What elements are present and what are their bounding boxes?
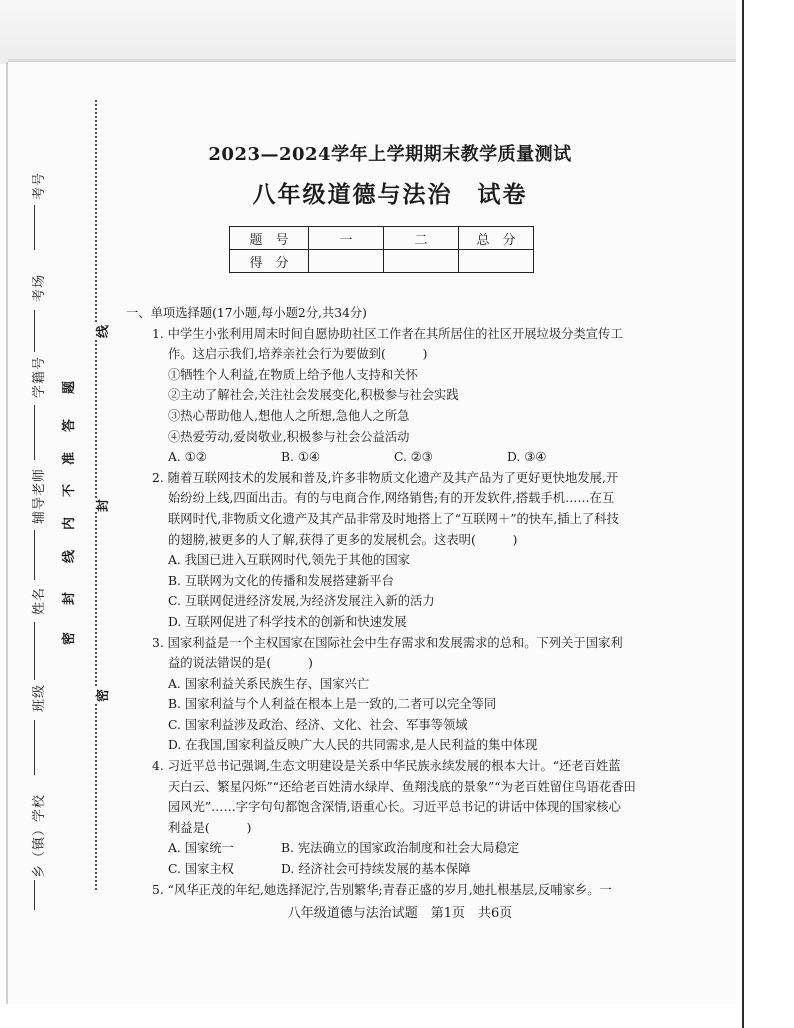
binding-margin — [0, 62, 110, 962]
score-cell: 一 — [309, 227, 384, 250]
question-line: 始纷纷上线,四面出击。有的与电商合作,网络销售;有的开发软件,搭载手机……在互 — [168, 491, 615, 506]
seal-notice-char: 内 — [62, 515, 77, 530]
scan-background-bottom — [0, 1004, 740, 1028]
option[interactable]: A. ①② — [168, 450, 207, 465]
score-input-cell[interactable] — [309, 250, 384, 273]
score-cell: 得 分 — [230, 250, 309, 273]
blank-tutor — [34, 530, 35, 580]
blank-exam-room — [34, 310, 35, 352]
question-line: 1. 中学生小张利用周末时间自愿协助社区工作者在其所居住的社区开展垃圾分类宣传工 — [152, 326, 623, 341]
page-footer: 八年级道德与法治试题 第1页 共6页 — [287, 906, 513, 921]
label-student-id: 学籍号 — [32, 355, 47, 398]
seal-notice-char: 准 — [62, 450, 77, 465]
score-cell: 二 — [384, 227, 459, 250]
blank-student-id — [34, 405, 35, 460]
option[interactable]: A. 国家统一 — [168, 841, 234, 856]
option[interactable]: D. 在我国,国家利益反映广大人民的共同需求,是人民利益的集中体现 — [168, 738, 538, 753]
options-row — [130, 838, 685, 859]
score-table — [229, 226, 534, 273]
score-table-row — [230, 227, 534, 250]
question-line: 5. “风华正茂的年纪,她选择泥泞,告别繁华;青春正盛的岁月,她扎根基层,反哺家乡。一 — [152, 882, 612, 897]
option[interactable]: B. 互联网为文化的传播和发展搭建新平台 — [168, 573, 394, 588]
seal-mark-feng: 封 — [92, 498, 111, 512]
seal-mark-xian: 线 — [92, 324, 111, 338]
question-line: 园风光”……字字句句都饱含深情,语重心长。习近平总书记的讲话中体现的国家核心 — [168, 800, 621, 815]
option[interactable]: D. 经济社会可持续发展的基本保障 — [281, 862, 471, 877]
score-table-row — [230, 250, 534, 273]
question-line: 益的说法错误的是( ) — [168, 656, 313, 671]
question-line: 2. 随着互联网技术的发展和普及,许多非物质文化遗产及其产品为了更好更快地发展,开 — [152, 470, 619, 485]
options-row — [130, 859, 685, 880]
blank-name — [34, 622, 35, 680]
question-item: ④热爱劳动,爱岗敬业,积极参与社会公益活动 — [168, 429, 410, 444]
label-tutor: 辅导老师 — [32, 467, 47, 524]
seal-mark-mi: 密 — [92, 688, 111, 702]
subject-title: 八年级道德与法治 试卷 — [252, 181, 528, 208]
seal-notice-char: 题 — [62, 379, 77, 394]
question-item: ①牺牲个人利益,在物质上给予他人支持和关怀 — [168, 367, 418, 382]
label-exam-room: 考场 — [32, 273, 47, 302]
seal-notice-char: 答 — [62, 417, 77, 432]
blank-school — [34, 880, 35, 910]
option[interactable]: C. 国家主权 — [168, 862, 234, 877]
label-name: 姓名 — [32, 586, 47, 615]
seal-notice-char: 封 — [62, 590, 77, 605]
option[interactable]: D. ③④ — [507, 450, 547, 465]
seal-notice-char: 线 — [62, 548, 77, 563]
option[interactable]: C. 国家利益涉及政治、经济、文化、社会、军事等领域 — [168, 717, 468, 732]
scan-background-top — [0, 0, 794, 64]
question-line: 3. 国家利益是一个主权国家在国际社会中生存需求和发展需求的总和。下列关于国家利 — [152, 635, 623, 650]
label-school: 乡（镇）学校 — [32, 793, 47, 878]
score-input-cell[interactable] — [459, 250, 534, 273]
seal-notice-char: 不 — [62, 482, 77, 497]
option[interactable]: A. 国家利益关系民族生存、国家兴亡 — [168, 676, 370, 691]
exam-title: 2023—2024学年上学期期末教学质量测试 — [208, 144, 572, 165]
option[interactable]: B. ①④ — [281, 450, 320, 465]
option[interactable]: A. 我国已进入互联网时代,领先于其他的国家 — [168, 553, 410, 568]
option[interactable]: B. 宪法确立的国家政治制度和社会大局稳定 — [281, 841, 520, 856]
label-exam-no: 考号 — [32, 171, 47, 200]
scan-background-right — [736, 0, 794, 1028]
label-class: 班级 — [32, 683, 47, 712]
score-input-cell[interactable] — [384, 250, 459, 273]
question-item: ②主动了解社会,关注社会发展变化,积极参与社会实践 — [168, 388, 459, 403]
option[interactable]: C. ②③ — [394, 450, 433, 465]
question-line: 4. 习近平总书记强调,生态文明建设是关系中华民族永续发展的根本大计。“还老百姓蓝 — [152, 759, 621, 774]
seal-notice-char: 密 — [62, 630, 77, 645]
option[interactable]: B. 国家利益与个人利益在根本上是一致的,二者可以完全等同 — [168, 697, 497, 712]
question-line: 的翅膀,被更多的人了解,获得了更多的发展机会。这表明( ) — [168, 532, 518, 547]
options-row — [130, 447, 685, 468]
question-line: 利益是( ) — [168, 820, 252, 835]
option[interactable]: D. 互联网促进了科学技术的创新和快速发展 — [168, 614, 407, 629]
blank-class — [34, 720, 35, 775]
score-cell: 题 号 — [230, 227, 309, 250]
blank-exam-no — [34, 205, 35, 250]
option[interactable]: C. 互联网促进经济发展,为经济发展注入新的活力 — [168, 594, 435, 609]
seal-dotted-line — [95, 100, 97, 890]
question-line: 天白云、繁星闪烁”“还给老百姓清水绿岸、鱼翔浅底的景象”“为老百姓留住鸟语花香田 — [168, 779, 636, 794]
question-line: 作。这启示我们,培养亲社会行为要做到( ) — [168, 347, 428, 362]
score-cell: 总 分 — [459, 227, 534, 250]
question-item: ③热心帮助他人,想他人之所想,急他人之所急 — [168, 408, 410, 423]
section-heading: 一、单项选择题(17小题,每小题2分,共34分) — [126, 306, 367, 320]
questions-area — [126, 303, 685, 900]
question-line: 联网时代,非物质文化遗产及其产品非常及时地搭上了“互联网＋”的快车,插上了科技 — [168, 511, 619, 526]
